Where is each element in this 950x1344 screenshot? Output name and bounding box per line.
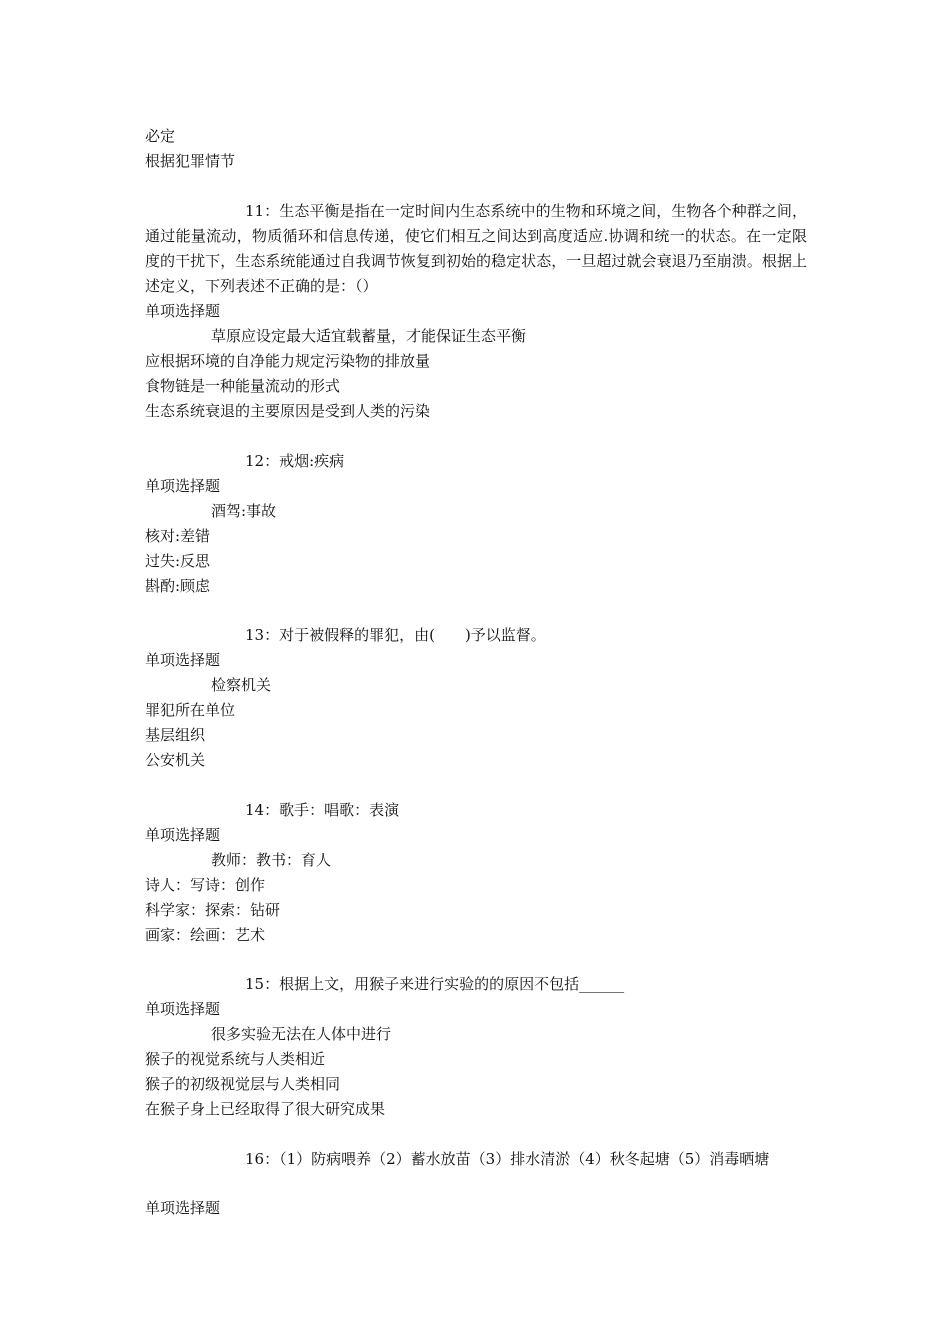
option-d: 画家：绘画：艺术 [145,926,266,944]
option-b: 核对:差错 [145,527,211,545]
text-line: 必定 [145,127,176,145]
question-type: 单项选择题 [145,1000,221,1018]
option-a: 很多实验无法在人体中进行 [211,1025,392,1043]
option-b: 罪犯所在单位 [145,701,236,719]
question-stem: 11：生态平衡是指在一定时间内生态系统中的生物和环境之间，生物各个种群之间，通过能量流动，物质循环和信息传递，使它们相互之间达到高度适应.协调和统一的状态。在一定限度的干扰下，生态系统能通过自我调节恢复到初始的稳定状态，一旦超过就会衰退乃至崩溃。根据上述定义，下列表述不正确的是：（） [145,202,807,295]
question-stem: 15：根据上文，用猴子来进行实验的的原因不包括______ [245,975,625,993]
question-type: 单项选择题 [145,477,221,495]
option-c: 科学家：探索：钻研 [145,901,281,919]
option-a: 检察机关 [211,676,272,694]
option-d: 公安机关 [145,751,206,769]
question-stem: 16：（1）防病喂养（2）蓄水放苗（3）排水清淤（4）秋冬起塘（5）消毒晒塘 [245,1150,770,1168]
option-b: 猴子的视觉系统与人类相近 [145,1050,326,1068]
option-c: 食物链是一种能量流动的形式 [145,377,341,395]
question-stem: 12：戒烟:疾病 [245,452,345,470]
question-type: 单项选择题 [145,826,221,844]
option-c: 猴子的初级视觉层与人类相同 [145,1075,341,1093]
option-d: 在猴子身上已经取得了很大研究成果 [145,1100,386,1118]
question-type: 单项选择题 [145,651,221,669]
option-d: 斟酌:顾虑 [145,577,211,595]
text-line: 根据犯罪情节 [145,152,236,170]
question-stem: 14：歌手：唱歌：表演 [245,801,400,819]
question-type: 单项选择题 [145,1199,221,1217]
option-a: 草原应设定最大适宜载蓄量，才能保证生态平衡 [211,327,527,345]
option-b: 应根据环境的自净能力规定污染物的排放量 [145,352,431,370]
option-a: 教师：教书：育人 [211,851,332,869]
option-b: 诗人：写诗：创作 [145,876,266,894]
option-c: 基层组织 [145,726,206,744]
option-d: 生态系统衰退的主要原因是受到人类的污染 [145,402,431,420]
question-stem: 13：对于被假释的罪犯，由( )予以监督。 [245,626,546,644]
question-type: 单项选择题 [145,302,221,320]
option-a: 酒驾:事故 [211,502,277,520]
option-c: 过失:反思 [145,552,211,570]
